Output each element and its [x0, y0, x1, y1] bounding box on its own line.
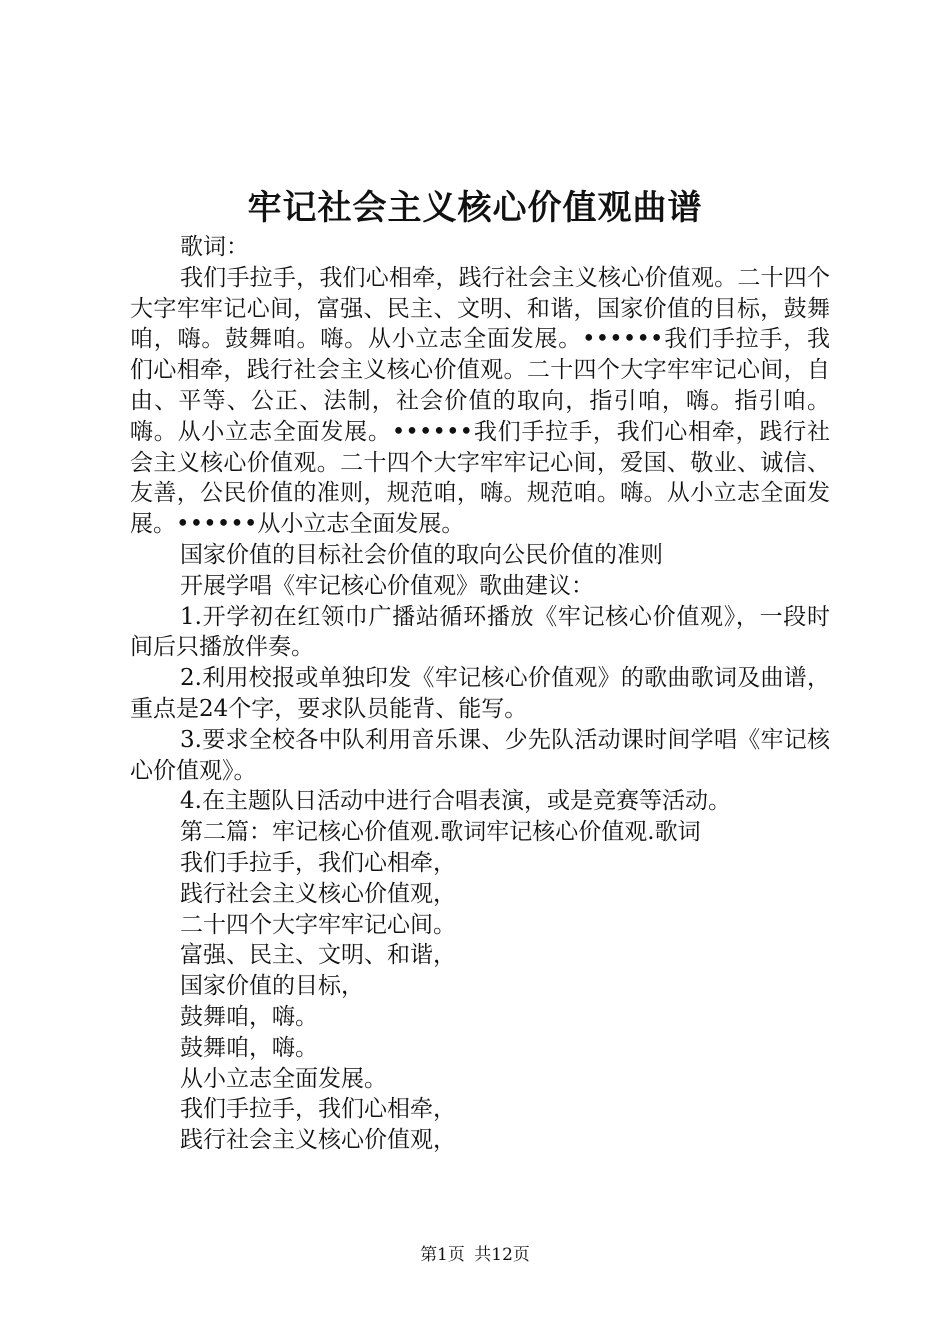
lyric-line: 国家价值的目标， [180, 973, 364, 1000]
page-total: 共12页 [474, 1245, 530, 1265]
page-number: 第1页 [420, 1245, 465, 1265]
paragraph-lyrics-full: 我们手拉手，我们心相牵，践行社会主义核心价值观。二十四个大字牢牢记心间，富强、民主、文明、和谐，国家价值的目标，鼓舞咱，嗨。鼓舞咱。嗨。从小立志全面发展。••••••我们手拉手，我们心相牵，践行社会主义核心价值观。二十四个大字牢牢记心间，自由、平等、公正、法制，社会价值的取向，指引咱，嗨。指引咱。嗨。从小立志全面发展。••••••我们手拉手，我们心相牵，践行社会主义核心价值观。二十四个大字牢牢记心间，爱国、敬业、诚信、友善，公民价值的准则，规范咱，嗨。规范咱。嗨。从小立志全面发展。••••••从小立志全面发展。 [130, 264, 830, 538]
section-heading: 第二篇：牢记核心价值观.歌词牢记核心价值观.歌词 [180, 819, 701, 846]
paragraph-suggestion-4: 4.在主题队日活动中进行合唱表演，或是竞赛等活动。 [180, 788, 731, 815]
lyric-line: 我们手拉手，我们心相牵， [180, 849, 456, 876]
lyric-line: 践行社会主义核心价值观， [180, 1127, 456, 1154]
paragraph-values-summary: 国家价值的目标社会价值的取向公民价值的准则 [180, 541, 663, 568]
paragraph-suggestion-3: 3.要求全校各中队利用音乐课、少先队活动课时间学唱《牢记核心价值观》。 [130, 726, 830, 784]
lyric-line: 鼓舞咱，嗨。 [180, 1034, 318, 1061]
paragraph-suggestions-heading: 开展学唱《牢记核心价值观》歌曲建议： [180, 572, 594, 599]
document-title: 牢记社会主义核心价值观曲谱 [247, 188, 703, 228]
paragraph-suggestion-2: 2.利用校报或单独印发《牢记核心价值观》的歌曲歌词及曲谱，重点是24个字，要求队员能背、能写。 [130, 665, 830, 722]
lyric-line: 鼓舞咱，嗨。 [180, 1003, 318, 1030]
lyric-line: 从小立志全面发展。 [180, 1065, 387, 1092]
document-body [130, 232, 830, 1156]
paragraph-lyrics-label: 歌词： [180, 234, 249, 260]
lyric-line: 践行社会主义核心价值观， [180, 880, 456, 907]
page-footer [0, 1243, 950, 1267]
lyric-line: 富强、民主、文明、和谐， [180, 942, 456, 969]
lyric-line: 二十四个大字牢牢记心间。 [180, 911, 456, 938]
paragraph-suggestion-1: 1.开学初在红领巾广播站循环播放《牢记核心价值观》，一段时间后只播放伴奏。 [130, 603, 830, 661]
lyric-line: 我们手拉手，我们心相牵， [180, 1096, 456, 1123]
